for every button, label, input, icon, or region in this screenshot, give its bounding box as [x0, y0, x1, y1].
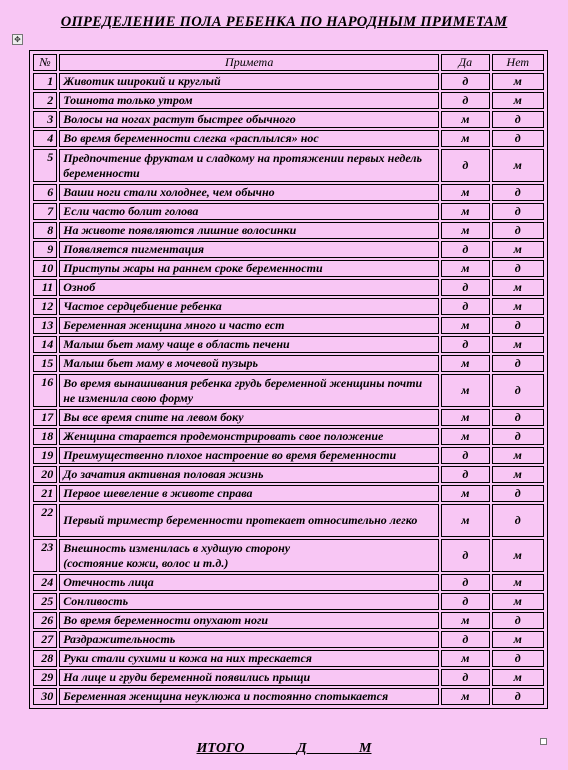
table-row — [33, 650, 544, 667]
row-number: 22 — [33, 504, 57, 537]
row-no-answer: м — [492, 336, 544, 353]
row-no-answer: д — [492, 203, 544, 220]
row-yes-answer: д — [441, 279, 489, 296]
row-yes-answer: м — [441, 203, 489, 220]
row-no-answer: м — [492, 279, 544, 296]
row-sign-text — [59, 539, 439, 572]
row-yes-answer: д — [441, 631, 489, 648]
table-row — [33, 669, 544, 686]
row-no-answer: д — [492, 130, 544, 147]
row-no-answer: м — [492, 241, 544, 258]
row-number: 20 — [33, 466, 57, 483]
table-row — [33, 149, 544, 182]
row-yes-answer: д — [441, 73, 489, 90]
row-no-answer: м — [492, 539, 544, 572]
row-yes-answer: м — [441, 355, 489, 372]
row-no-answer: д — [492, 184, 544, 201]
row-yes-answer: м — [441, 650, 489, 667]
header-num: № — [33, 54, 57, 71]
table-row — [33, 260, 544, 277]
row-sign-text: Приступы жары на раннем сроке беременности — [59, 260, 439, 277]
signs-table — [31, 52, 546, 707]
row-yes-answer: м — [441, 485, 489, 502]
table-row — [33, 428, 544, 445]
row-sign-text: Волосы на ногах растут быстрее обычного — [59, 111, 439, 128]
row-number: 26 — [33, 612, 57, 629]
row-number: 17 — [33, 409, 57, 426]
table-row — [33, 298, 544, 315]
row-sign-text: Малыш бьет маму чаще в область печени — [59, 336, 439, 353]
row-yes-answer: д — [441, 539, 489, 572]
row-number: 19 — [33, 447, 57, 464]
row-number: 2 — [33, 92, 57, 109]
row-sign-text: Сонливость — [59, 593, 439, 610]
row-yes-answer: д — [441, 593, 489, 610]
row-sign-text: Раздражительность — [59, 631, 439, 648]
table-row — [33, 504, 544, 537]
row-yes-answer: д — [441, 298, 489, 315]
row-yes-answer: д — [441, 466, 489, 483]
row-number: 8 — [33, 222, 57, 239]
row-yes-answer: м — [441, 612, 489, 629]
row-number: 12 — [33, 298, 57, 315]
table-row — [33, 336, 544, 353]
row-yes-answer: м — [441, 222, 489, 239]
row-no-answer: м — [492, 73, 544, 90]
row-sign-text: Ваши ноги стали холоднее, чем обычно — [59, 184, 439, 201]
row-number: 7 — [33, 203, 57, 220]
row-yes-answer: м — [441, 130, 489, 147]
row-sign-text: Предпочтение фруктам и сладкому на протяжении первых недель беременности — [59, 149, 439, 182]
row-number: 9 — [33, 241, 57, 258]
table-row — [33, 241, 544, 258]
table-resize-handle-icon[interactable] — [540, 738, 547, 745]
row-sign-text: Животик широкий и круглый — [59, 73, 439, 90]
row-no-answer: д — [492, 504, 544, 537]
row-number: 21 — [33, 485, 57, 502]
row-number: 15 — [33, 355, 57, 372]
row-sign-text: Беременная женщина много и часто ест — [59, 317, 439, 334]
table-row — [33, 539, 544, 572]
header-sign: Примета — [59, 54, 439, 71]
total-girls-label: Д — [296, 741, 307, 756]
table-row — [33, 222, 544, 239]
row-no-answer: д — [492, 260, 544, 277]
row-number: 13 — [33, 317, 57, 334]
row-no-answer: м — [492, 466, 544, 483]
row-sign-text: Вы все время спите на левом боку — [59, 409, 439, 426]
header-no: Нет — [492, 54, 544, 71]
table-header-row — [33, 54, 544, 71]
row-yes-answer: д — [441, 669, 489, 686]
row-no-answer: м — [492, 149, 544, 182]
table-row — [33, 631, 544, 648]
row-number: 28 — [33, 650, 57, 667]
row-number: 11 — [33, 279, 57, 296]
row-no-answer: д — [492, 485, 544, 502]
total-label: ИТОГО — [196, 741, 245, 756]
row-number: 6 — [33, 184, 57, 201]
row-no-answer: д — [492, 428, 544, 445]
row-yes-answer: м — [441, 111, 489, 128]
row-no-answer: д — [492, 409, 544, 426]
signs-table-frame — [29, 50, 548, 709]
row-yes-answer: д — [441, 574, 489, 591]
table-row — [33, 111, 544, 128]
row-sign-line: (состояние кожи, волос и т.д.) — [63, 555, 229, 570]
row-sign-text: Первый триместр беременности протекает относительно легко — [59, 504, 439, 537]
row-number: 24 — [33, 574, 57, 591]
total-girls-blank[interactable]: ____ — [261, 741, 290, 756]
row-no-answer: д — [492, 317, 544, 334]
row-no-answer: м — [492, 92, 544, 109]
row-sign-text: На животе появляются лишние волосинки — [59, 222, 439, 239]
row-no-answer: м — [492, 574, 544, 591]
row-sign-text: Отечность лица — [59, 574, 439, 591]
row-yes-answer: д — [441, 336, 489, 353]
table-row — [33, 184, 544, 201]
row-sign-text: Появляется пигментация — [59, 241, 439, 258]
row-sign-text: Беременная женщина неуклюжа и постоянно спотыкается — [59, 688, 439, 705]
row-yes-answer: м — [441, 409, 489, 426]
row-sign-text: Женщина старается продемонстрировать свое положение — [59, 428, 439, 445]
row-number: 16 — [33, 374, 57, 407]
row-yes-answer: м — [441, 184, 489, 201]
row-sign-text: Если часто болит голова — [59, 203, 439, 220]
row-yes-answer: м — [441, 688, 489, 705]
row-no-answer: д — [492, 222, 544, 239]
table-row — [33, 574, 544, 591]
row-no-answer: м — [492, 593, 544, 610]
row-number: 30 — [33, 688, 57, 705]
row-number: 10 — [33, 260, 57, 277]
row-number: 4 — [33, 130, 57, 147]
row-sign-text: Во время беременности слегка «расплылся» нос — [59, 130, 439, 147]
table-row — [33, 355, 544, 372]
table-row — [33, 279, 544, 296]
row-yes-answer: д — [441, 447, 489, 464]
row-number: 25 — [33, 593, 57, 610]
row-number: 18 — [33, 428, 57, 445]
total-boys-blank[interactable]: ____ — [324, 741, 353, 756]
row-no-answer: д — [492, 355, 544, 372]
total-boys-label: М — [359, 741, 372, 756]
row-no-answer: д — [492, 374, 544, 407]
row-number: 5 — [33, 149, 57, 182]
row-yes-answer: д — [441, 92, 489, 109]
row-sign-text: Руки стали сухими и кожа на них трескается — [59, 650, 439, 667]
header-yes: Да — [441, 54, 489, 71]
table-move-handle-icon[interactable]: ✥ — [12, 34, 23, 45]
row-sign-text: Озноб — [59, 279, 439, 296]
total-line — [0, 741, 568, 757]
row-sign-text: Первое шевеление в животе справа — [59, 485, 439, 502]
row-yes-answer: м — [441, 317, 489, 334]
row-sign-text: Малыш бьет маму в мочевой пузырь — [59, 355, 439, 372]
table-row — [33, 92, 544, 109]
table-row — [33, 485, 544, 502]
row-number: 27 — [33, 631, 57, 648]
row-sign-text: Тошнота только утром — [59, 92, 439, 109]
table-row — [33, 409, 544, 426]
row-no-answer: д — [492, 688, 544, 705]
row-no-answer: м — [492, 298, 544, 315]
table-row — [33, 130, 544, 147]
row-number: 1 — [33, 73, 57, 90]
row-sign-text: Преимущественно плохое настроение во время беременности — [59, 447, 439, 464]
row-no-answer: м — [492, 631, 544, 648]
row-no-answer: д — [492, 111, 544, 128]
row-sign-text: До зачатия активная половая жизнь — [59, 466, 439, 483]
row-yes-answer: м — [441, 374, 489, 407]
table-row — [33, 612, 544, 629]
table-row — [33, 203, 544, 220]
row-sign-text: На лице и груди беременной появились прыщи — [59, 669, 439, 686]
row-no-answer: м — [492, 447, 544, 464]
row-sign-text: Частое сердцебиение ребенка — [59, 298, 439, 315]
page-title: ОПРЕДЕЛЕНИЕ ПОЛА РЕБЕНКА ПО НАРОДНЫМ ПРИМЕТАМ — [60, 14, 508, 30]
table-row — [33, 688, 544, 705]
row-number: 29 — [33, 669, 57, 686]
row-yes-answer: д — [441, 149, 489, 182]
table-row — [33, 73, 544, 90]
row-number: 23 — [33, 539, 57, 572]
row-yes-answer: м — [441, 504, 489, 537]
table-row — [33, 317, 544, 334]
row-number: 3 — [33, 111, 57, 128]
table-row — [33, 466, 544, 483]
row-sign-line: Внешность изменилась в худшую сторону — [63, 540, 291, 555]
table-row — [33, 593, 544, 610]
row-yes-answer: д — [441, 241, 489, 258]
row-no-answer: д — [492, 612, 544, 629]
row-sign-text: Во время вынашивания ребенка грудь беременной женщины почти не изменила свою форму — [59, 374, 439, 407]
table-row — [33, 374, 544, 407]
row-sign-text: Во время беременности опухают ноги — [59, 612, 439, 629]
row-yes-answer: м — [441, 428, 489, 445]
row-number: 14 — [33, 336, 57, 353]
row-yes-answer: м — [441, 260, 489, 277]
row-no-answer: д — [492, 650, 544, 667]
row-no-answer: м — [492, 669, 544, 686]
table-row — [33, 447, 544, 464]
